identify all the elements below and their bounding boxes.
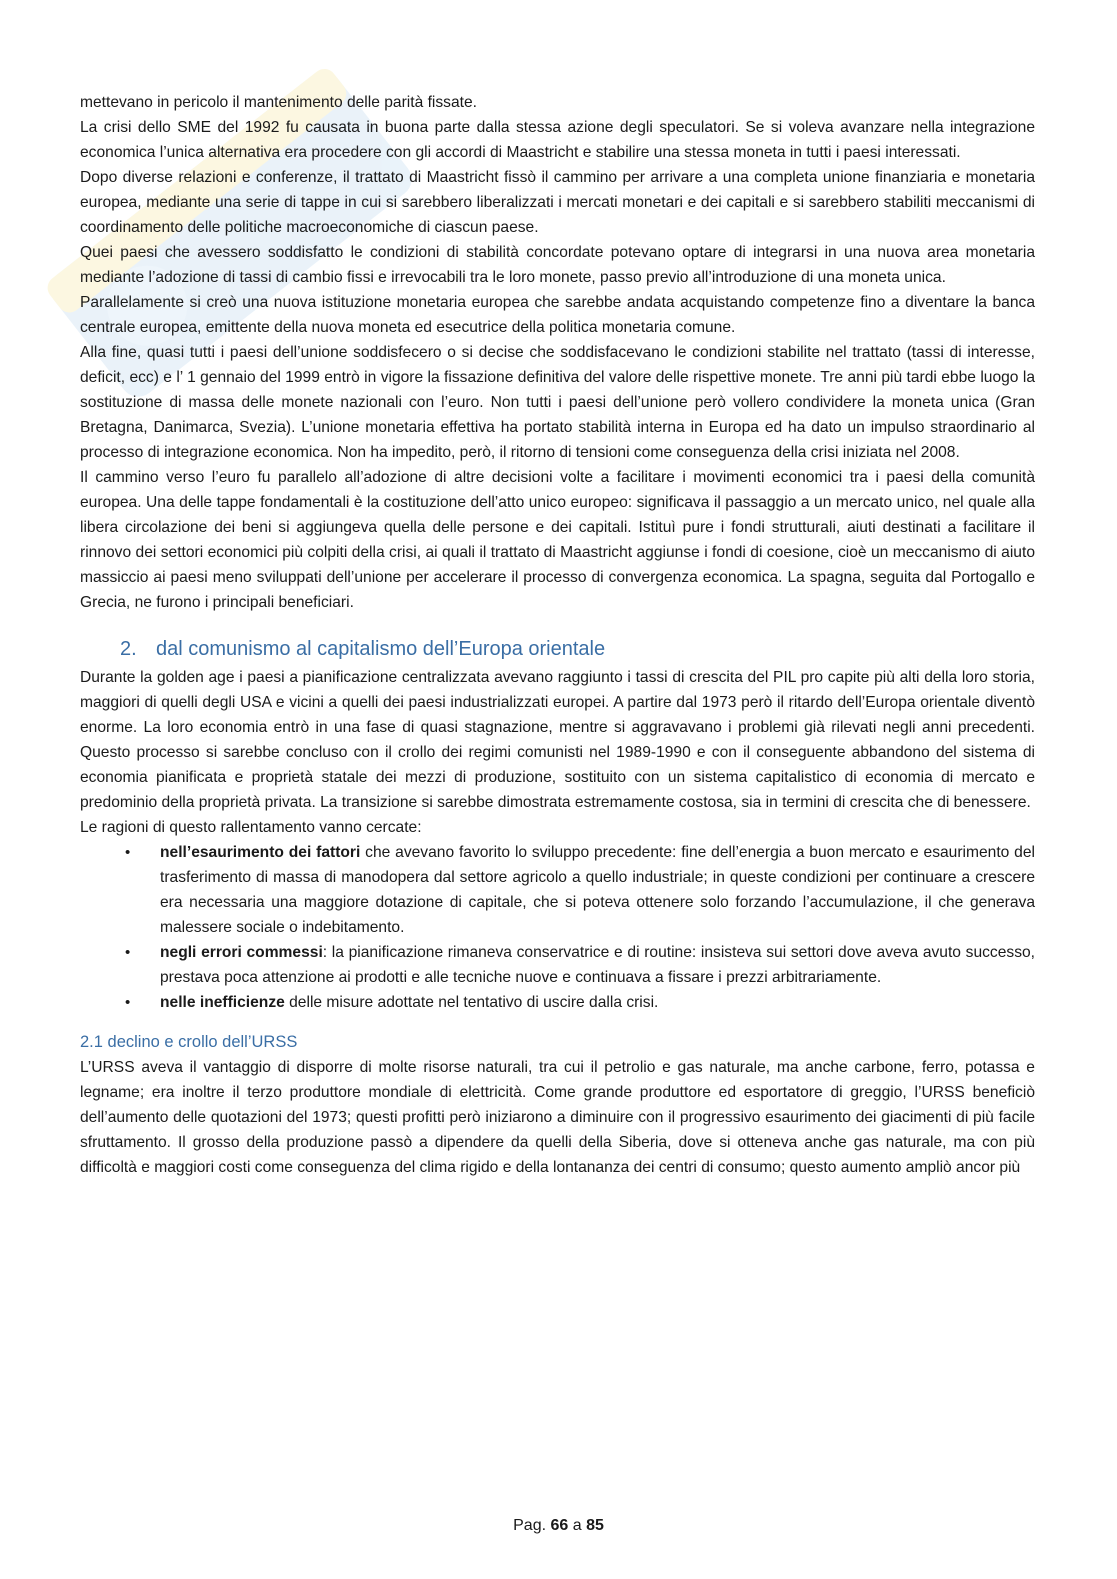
- paragraph: Il cammino verso l’euro fu parallelo all’adozione di altre decisioni volte a facilitare i movimenti economici tra i paesi della comunità europea. Una delle tappe fondamentali è la costituzione dell’atto unico europeo: significava il passaggio a un mercato unico, nel quale alla libera circolazione dei beni si aggiungeva quella delle persone e dei capitali. Istituì pure i fondi strutturali, aiuti destinati a facilitare il rinnovo dei settori economici più colpiti della crisi, ai quali il trattato di Maastricht aggiunse i fondi di coesione, cioè un meccanismo di aiuto massiccio ai paesi meno sviluppati dell’unione per accelerare il processo di convergenza economica. La spagna, seguita dal Portogallo e Grecia, ne furono i principali beneficiari.: [80, 469, 1035, 611]
- paragraph: Durante la golden age i paesi a pianificazione centralizzata avevano raggiunto i tassi di crescita del PIL pro capite più alti della loro storia, maggiori di quelli degli USA e vicini a quelli dei paesi industrializzati europei. A partire dal 1973 però il ritardo dell’Europa orientale diventò enorme. La loro economia entrò in una fase di quasi stagnazione, mentre si aggravavano i problemi già rilevati negli anni precedenti. Questo processo si sarebbe concluso con il crollo dei regimi comunisti nel 1989-1990 e con il conseguente abbandono del sistema di economia pianificata e proprietà statale dei mezzi di produzione, sostituito con un sistema capitalistico di economia di mercato e predominio della proprietà privata. La transizione si sarebbe dimostrata estremamente costosa, sia in termini di crescita che di benessere.: [80, 669, 1035, 811]
- current-page-number: 66: [550, 1517, 569, 1534]
- section-heading-2: [120, 635, 1035, 663]
- paragraph: Le ragioni di questo rallentamento vanno cercate:: [80, 819, 422, 836]
- list-item-text: delle misure adottate nel tentativo di uscire dalla crisi.: [284, 994, 659, 1011]
- list-item: [80, 940, 1035, 990]
- paragraph: L’URSS aveva il vantaggio di disporre di molte risorse naturali, tra cui il petrolio e gas naturale, ma anche carbone, ferro, potassa e legname; era inoltre il terzo produttore mondiale di elettricità. Come grande produttore ed esportatore di greggio, l’URSS beneficiò dell’aumento delle quotazioni del 1973; questi profitti però iniziarono a diminuire con il progressivo esaurimento dei giacimenti di più facile sfruttamento. Il grosso della produzione passò a dipendere da quelli della Siberia, dove si otteneva anche gas naturale, ma con più difficoltà e maggiori costi come conseguenza del clima rigido e della lontananza dei centri di consumo; questo aumento ampliò ancor più: [80, 1059, 1035, 1176]
- bullet-icon: •: [125, 944, 131, 961]
- section-title: dal comunismo al capitalismo dell’Europa orientale: [156, 638, 606, 660]
- paragraph: Dopo diverse relazioni e conferenze, il trattato di Maastricht fissò il cammino per arrivare a una completa unione finanziaria e monetaria europea, mediante una serie di tappe in cui si sarebbero liberalizzati i mercati monetari e dei capitali e si sarebbero stabiliti meccanismi di coordinamento delle politiche macroeconomiche di ciascun paese.: [80, 169, 1035, 236]
- list-item: [80, 840, 1035, 940]
- list-item-bold: negli errori commessi: [160, 944, 323, 961]
- subsection-heading-2-1: 2.1 declino e crollo dell’URSS: [80, 1033, 298, 1051]
- footer-prefix: Pag.: [513, 1517, 551, 1534]
- document-page: [80, 90, 1035, 1180]
- total-pages: 85: [586, 1517, 604, 1534]
- bullet-icon: •: [125, 844, 131, 861]
- list-item: [80, 990, 1035, 1015]
- paragraph: Quei paesi che avessero soddisfatto le condizioni di stabilità concordate potevano optare di integrarsi in una nuova area monetaria mediante l’adozione di tassi di cambio fissi e irrevocabili tra le loro monete, passo previo all’introduzione di una moneta unica.: [80, 244, 1035, 286]
- list-item-text: : la pianificazione rimaneva conservatrice e di routine: insisteva sui settori dove aveva avuto successo, prestava poca attenzione ai prodotti e alle tecniche nuove e continuava a fissare i prezzi arbitrariamente.: [160, 944, 1035, 986]
- list-item-bold: nell’esaurimento dei fattori: [160, 844, 361, 861]
- paragraph: Alla fine, quasi tutti i paesi dell’unione soddisfecero o si decise che soddisfacevano le condizioni stabilite nel trattato (tassi di interesse, deficit, ecc) e l’ 1 gennaio del 1999 entrò in vigore la fissazione definitiva del valore delle rispettive monete. Tre anni più tardi ebbe luogo la sostituzione di massa delle monete nazionali con l’euro. Non tutti i paesi dell’unione però vollero condividere la moneta unica (Gran Bretagna, Danimarca, Svezia). L’unione monetaria effettiva ha portato stabilità interna in Europa ed ha dato un impulso straordinario al processo di integrazione economica. Non ha impedito, però, il ritorno di tensioni come conseguenza della crisi iniziata nel 2008.: [80, 344, 1035, 461]
- paragraph: mettevano in pericolo il mantenimento delle parità fissate.: [80, 94, 477, 111]
- intro-section: [80, 90, 1035, 615]
- list-item-text: che avevano favorito lo sviluppo precedente: fine dell’energia a buon mercato e esaurimento del trasferimento di massa di manodopera dal settore agricolo a quello industriale; in queste condizioni per continuare a crescere era necessaria una maggiore dotazione di capitale, che si poteva ottenere solo forzando l’accumulazione, il che generava malessere sociale o indebitamento.: [160, 844, 1035, 936]
- list-item-bold: nelle inefficienze: [160, 994, 285, 1011]
- paragraph: La crisi dello SME del 1992 fu causata in buona parte dalla stessa azione degli speculatori. Se si voleva avanzare nella integrazione economica l’unica alternativa era procedere con gli accordi di Maastricht e stabilire una stessa moneta in tutti i paesi interessati.: [80, 119, 1035, 161]
- page-footer: [0, 1517, 1117, 1535]
- paragraph: Parallelamente si creò una nuova istituzione monetaria europea che sarebbe andata acquistando competenze fino a diventare la banca centrale europea, emittente della nuova moneta ed esecutrice della politica monetaria comune.: [80, 294, 1035, 336]
- footer-middle: a: [568, 1517, 587, 1534]
- section-number: 2.: [120, 638, 137, 660]
- bullet-icon: •: [125, 994, 131, 1011]
- reasons-list: [80, 840, 1035, 1015]
